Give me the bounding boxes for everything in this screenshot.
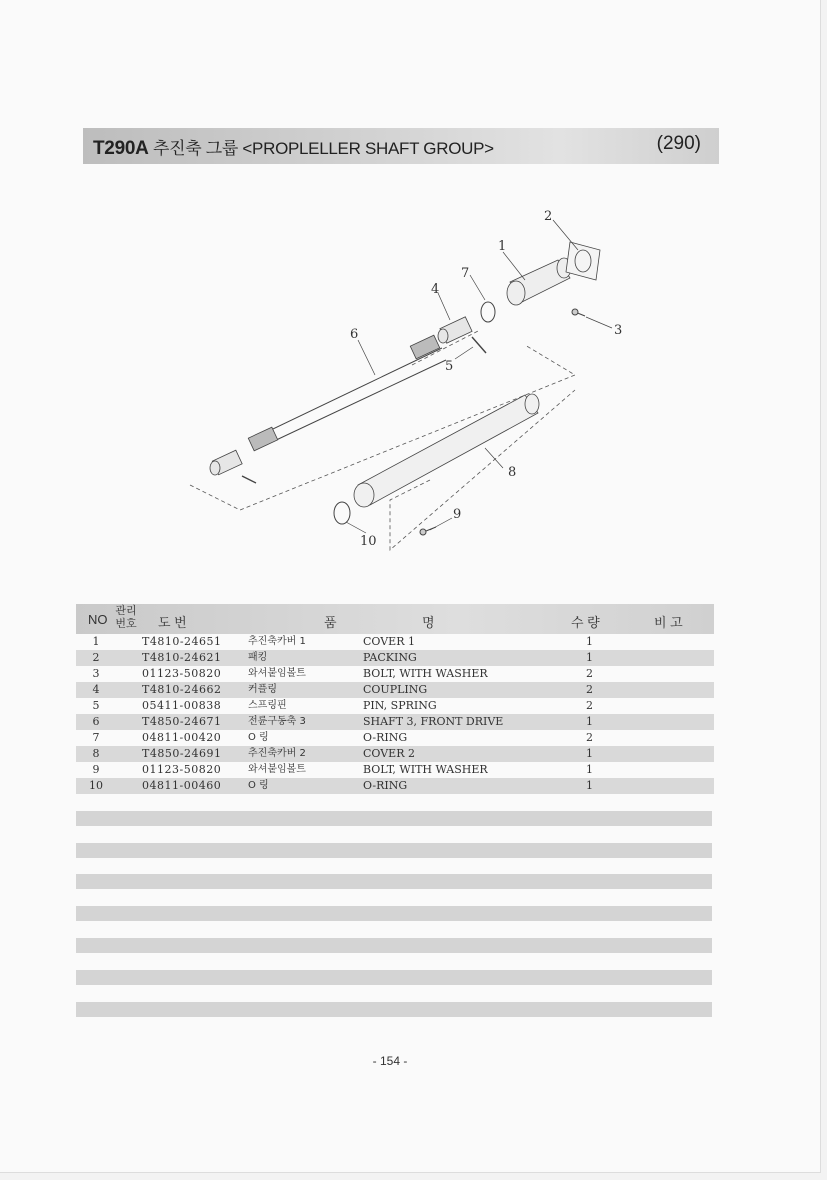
row-no: 9 xyxy=(92,763,100,776)
empty-row-band xyxy=(76,938,712,953)
table-row xyxy=(76,714,714,730)
row-name-kr: 커플링 xyxy=(248,684,277,695)
row-qty: 2 xyxy=(586,699,593,712)
group-title: 추진축 그룹 <PROPLELLER SHAFT GROUP> xyxy=(152,139,494,158)
row-part-no: 01123-50820 xyxy=(142,763,222,776)
row-name-en: PACKING xyxy=(363,651,417,664)
row-qty: 2 xyxy=(586,731,593,744)
empty-row-band xyxy=(76,811,712,826)
callout-3: 3 xyxy=(614,323,623,338)
header-part-no: 도 번 xyxy=(158,615,187,630)
empty-row-band xyxy=(76,843,712,858)
row-qty: 1 xyxy=(586,635,593,648)
part-2-packing xyxy=(566,242,600,280)
row-part-no: 04811-00420 xyxy=(142,731,222,744)
row-no: 5 xyxy=(92,699,100,712)
row-name-en: PIN, SPRING xyxy=(363,699,437,712)
model-code: T290A xyxy=(93,138,149,159)
row-name-en: O-RING xyxy=(363,779,408,792)
row-no: 7 xyxy=(92,731,100,744)
parts-table xyxy=(76,604,714,794)
table-row xyxy=(76,634,714,650)
row-qty: 1 xyxy=(586,747,593,760)
table-row xyxy=(76,698,714,714)
table-row xyxy=(76,650,714,666)
callout-6: 6 xyxy=(350,327,359,342)
header-description-a: 품 xyxy=(324,615,337,630)
row-no: 4 xyxy=(92,683,100,696)
empty-row-band xyxy=(76,1002,712,1017)
group-number: (290) xyxy=(656,133,701,154)
callout-10: 10 xyxy=(360,534,377,549)
part-10-o-ring xyxy=(334,502,350,524)
row-no: 6 xyxy=(92,715,100,728)
row-part-no: T4810-24651 xyxy=(142,635,222,648)
part-1-cover xyxy=(507,258,571,305)
row-name-kr: 추진축카버 1 xyxy=(248,636,306,647)
row-part-no: T4810-24621 xyxy=(142,651,222,664)
exploded-parts-diagram xyxy=(180,200,640,560)
table-row xyxy=(76,778,714,794)
header-quantity: 수 량 xyxy=(571,615,600,630)
part-7-o-ring xyxy=(481,302,495,322)
row-name-en: O-RING xyxy=(363,731,408,744)
row-name-kr: 와셔붙임볼트 xyxy=(248,764,306,775)
row-name-en: COUPLING xyxy=(363,683,428,696)
table-row xyxy=(76,762,714,778)
row-name-en: SHAFT 3, FRONT DRIVE xyxy=(363,715,504,728)
row-no: 8 xyxy=(92,747,100,760)
row-name-en: BOLT, WITH WASHER xyxy=(363,667,488,680)
row-no: 3 xyxy=(92,667,100,680)
empty-row-band xyxy=(76,906,712,921)
row-name-kr: O 링 xyxy=(248,732,269,743)
row-qty: 1 xyxy=(586,651,593,664)
row-qty: 2 xyxy=(586,667,593,680)
row-name-kr: 와셔붙임볼트 xyxy=(248,668,306,679)
row-no: 2 xyxy=(92,651,100,664)
row-part-no: T4810-24662 xyxy=(142,683,222,696)
row-part-no: T4850-24691 xyxy=(142,747,222,760)
part-6-shaft xyxy=(248,335,446,451)
header-no: NO xyxy=(88,612,108,627)
row-name-kr: 전륜구동축 3 xyxy=(248,716,306,727)
header-description-b: 명 xyxy=(422,615,435,630)
callout-5: 5 xyxy=(445,359,454,374)
header-mgmt-no: 관리 번호 xyxy=(115,605,137,630)
callout-9: 9 xyxy=(453,507,462,522)
row-qty: 2 xyxy=(586,683,593,696)
table-row xyxy=(76,682,714,698)
row-part-no: T4850-24671 xyxy=(142,715,222,728)
row-qty: 1 xyxy=(586,779,593,792)
page-title xyxy=(93,134,494,160)
callout-8: 8 xyxy=(508,465,517,480)
row-part-no: 01123-50820 xyxy=(142,667,222,680)
row-qty: 1 xyxy=(586,763,593,776)
part-8-cover-2 xyxy=(354,394,539,507)
title-bar xyxy=(83,128,719,164)
empty-row-band xyxy=(76,970,712,985)
table-row xyxy=(76,730,714,746)
row-name-en: COVER 2 xyxy=(363,747,415,760)
row-name-en: BOLT, WITH WASHER xyxy=(363,763,488,776)
row-no: 1 xyxy=(92,635,100,648)
row-name-en: COVER 1 xyxy=(363,635,415,648)
row-part-no: 05411-00838 xyxy=(142,699,222,712)
part-3-bolt xyxy=(572,309,585,316)
callout-4: 4 xyxy=(431,282,440,297)
row-name-kr: 스프링핀 xyxy=(248,700,287,711)
callout-1: 1 xyxy=(498,239,507,254)
assembly-guides xyxy=(190,330,575,550)
row-name-kr: 패킹 xyxy=(248,652,268,663)
table-row xyxy=(76,666,714,682)
callout-7: 7 xyxy=(461,266,470,281)
table-header xyxy=(76,604,714,634)
row-no: 10 xyxy=(89,779,103,792)
empty-row-band xyxy=(76,874,712,889)
page-number: - 154 - xyxy=(372,1054,408,1068)
row-name-kr: O 링 xyxy=(248,780,269,791)
row-name-kr: 추진축카버 2 xyxy=(248,748,306,759)
row-part-no: 04811-00460 xyxy=(142,779,222,792)
header-remarks: 비 고 xyxy=(654,615,683,630)
callout-2: 2 xyxy=(544,209,553,224)
row-qty: 1 xyxy=(586,715,593,728)
table-row xyxy=(76,746,714,762)
